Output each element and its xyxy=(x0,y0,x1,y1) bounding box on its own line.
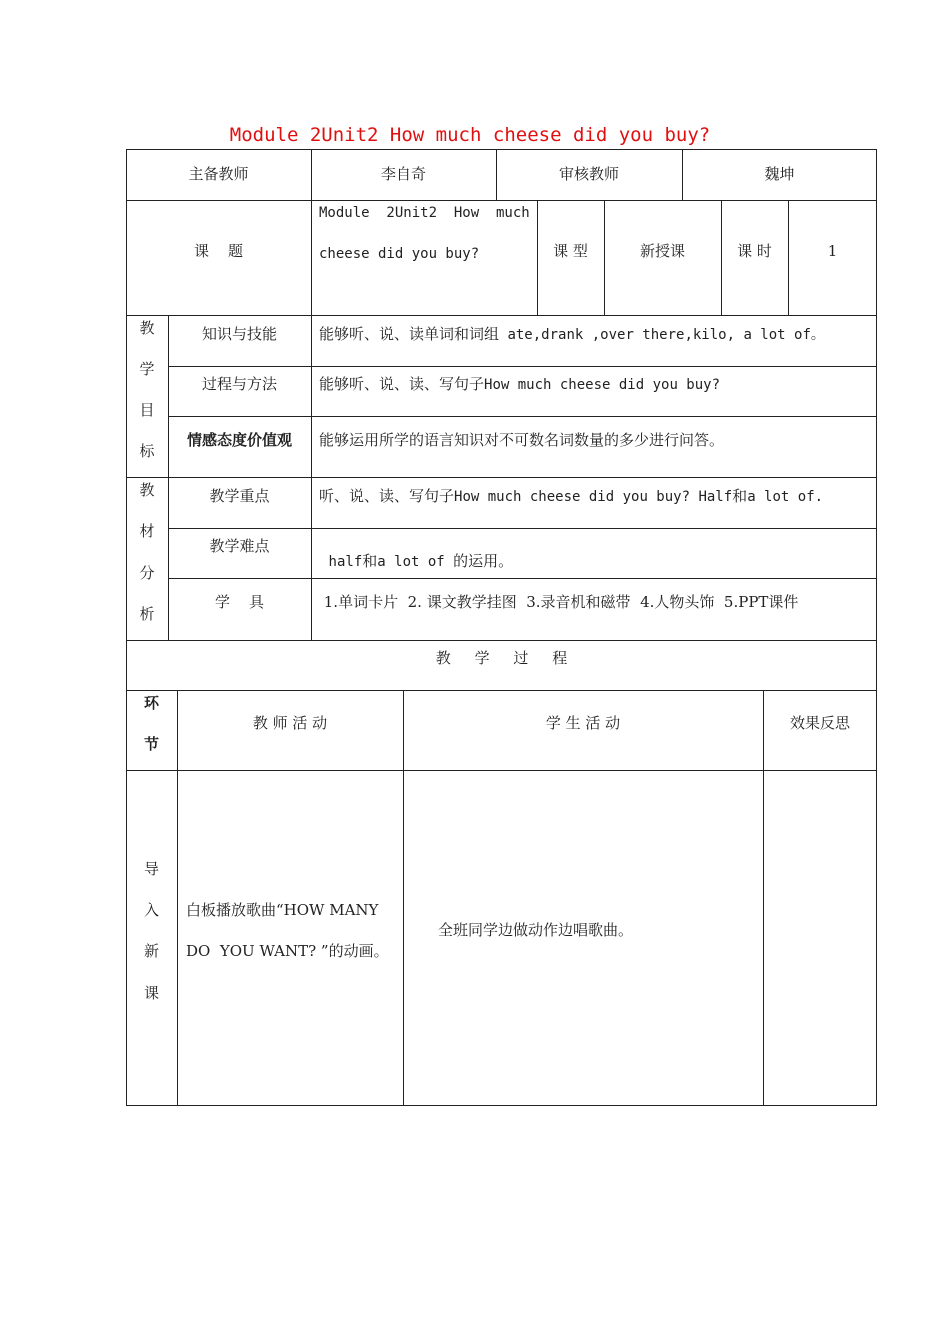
materials-group-char: 材 xyxy=(139,522,155,540)
difficulty-en-2: a lot of xyxy=(377,554,454,570)
lesson-plan-table xyxy=(126,149,877,1106)
stage-char: 导 xyxy=(143,860,159,878)
class-hours-value: 1 xyxy=(827,242,838,260)
goal-label-attitude: 情感态度价值观 xyxy=(186,431,292,449)
key-point-en: How much cheese did you buy? Half xyxy=(454,489,733,505)
teacher-activity-line-2: DO YOU WANT? ”的动画。 xyxy=(186,942,389,960)
teacher-activity-header: 教 师 活 动 xyxy=(252,714,328,732)
stage-header-char: 节 xyxy=(143,735,159,753)
goal-text-knowledge xyxy=(319,327,825,342)
row-divider xyxy=(168,366,877,367)
topic-label: 课 题 xyxy=(193,242,244,260)
row-divider xyxy=(126,477,877,478)
row-divider xyxy=(126,315,877,316)
key-point-cn-2: 和 xyxy=(732,487,748,505)
goal-label-process: 过程与方法 xyxy=(201,375,277,393)
materials-group-char: 教 xyxy=(139,481,155,499)
reviewer-label: 审核教师 xyxy=(558,165,619,183)
difficulty-label: 教学难点 xyxy=(209,537,270,555)
student-activity-text: 全班同学边做动作边唱歌曲。 xyxy=(438,921,634,939)
goals-group-char: 学 xyxy=(139,360,155,378)
difficulty-text xyxy=(319,539,513,569)
key-point-text xyxy=(319,489,823,504)
col-divider xyxy=(763,690,764,1106)
teaching-aids-label: 学 具 xyxy=(214,593,265,611)
row-divider xyxy=(168,528,877,529)
process-heading: 教 学 过 程 xyxy=(435,649,568,667)
materials-group-char: 析 xyxy=(139,605,155,623)
goals-group-char: 目 xyxy=(139,401,155,419)
topic-line-2: cheese did you buy? xyxy=(319,246,480,262)
teacher-activity-line-1: 白板播放歌曲“HOW MANY xyxy=(186,901,379,919)
goal-text-process xyxy=(319,377,720,392)
lesson-type-label: 课 型 xyxy=(553,242,588,260)
row-divider xyxy=(168,578,877,579)
col-divider xyxy=(403,690,404,1106)
difficulty-cn-2: 的运用。 xyxy=(453,552,514,570)
stage-char: 新 xyxy=(143,942,159,960)
row-divider xyxy=(126,770,877,771)
col-divider xyxy=(311,200,312,316)
topic-line-1: Module 2Unit2 How much xyxy=(319,205,530,221)
stage-char: 课 xyxy=(143,984,159,1002)
difficulty-cn: 和 xyxy=(362,552,378,570)
teaching-aids-text: 1.单词卡片 2. 课文教学挂图 3.录音机和磁带 4.人物头饰 5.PPT课件 xyxy=(319,593,799,611)
col-divider xyxy=(168,315,169,641)
reflection-header: 效果反思 xyxy=(789,714,850,732)
reviewer-name: 魏坤 xyxy=(764,165,795,183)
stage-header-char: 环 xyxy=(143,694,159,712)
col-divider xyxy=(311,315,312,641)
goal-text-en: ate,drank ,over there,kilo, a lot of。 xyxy=(499,327,825,343)
goal-text-en: How much cheese did you buy? xyxy=(484,377,721,393)
key-point-cn: 听、说、读、写句子 xyxy=(319,487,455,505)
class-hours-label: 课 时 xyxy=(737,242,772,260)
lead-teacher-name: 李自奇 xyxy=(380,165,426,183)
lesson-type-value: 新授课 xyxy=(639,242,685,260)
goal-text-attitude: 能够运用所学的语言知识对不可数名词数量的多少进行问答。 xyxy=(319,431,725,449)
lead-teacher-label: 主备教师 xyxy=(188,165,249,183)
goals-group-char: 标 xyxy=(139,442,155,460)
student-activity-header: 学 生 活 动 xyxy=(545,714,621,732)
row-divider xyxy=(126,200,877,201)
col-divider xyxy=(177,690,178,1106)
stage-char: 入 xyxy=(143,901,159,919)
goal-text-cn: 能够听、说、读单词和词组 xyxy=(319,325,500,343)
key-point-en-2: a lot of. xyxy=(747,489,824,505)
goals-group-char: 教 xyxy=(139,319,155,337)
materials-group-char: 分 xyxy=(139,564,155,582)
key-point-label: 教学重点 xyxy=(209,487,270,505)
row-divider xyxy=(168,416,877,417)
goal-text-cn: 能够听、说、读、写句子 xyxy=(319,375,485,393)
document-title: Module 2Unit2 How much cheese did you buy? xyxy=(229,124,711,146)
goal-label-knowledge: 知识与技能 xyxy=(201,325,277,343)
row-divider xyxy=(126,640,877,641)
row-divider xyxy=(126,690,877,691)
difficulty-en: half xyxy=(328,554,363,570)
